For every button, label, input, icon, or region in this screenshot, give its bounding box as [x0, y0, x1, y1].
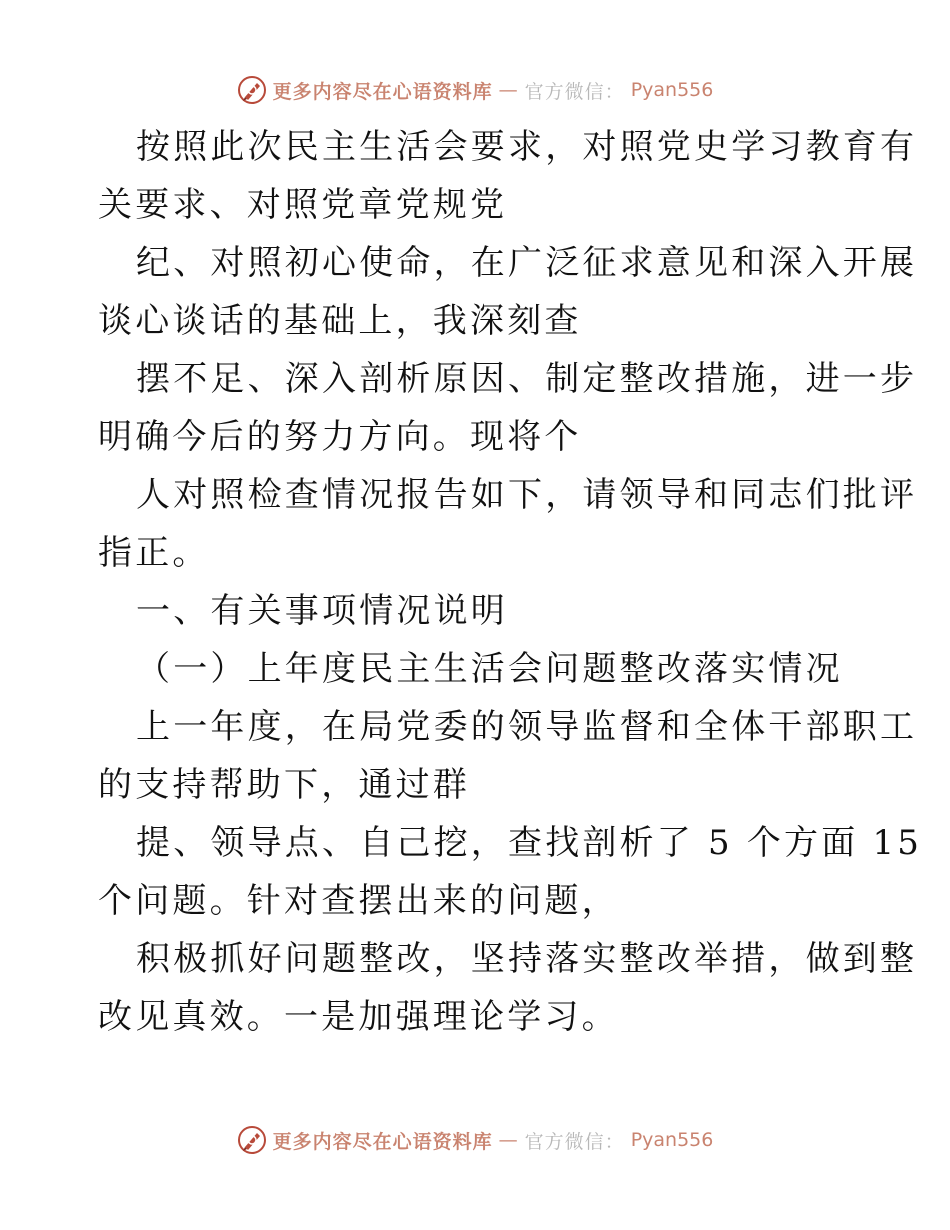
watermark-main-text: 更多内容尽在心语资料库	[272, 80, 493, 103]
watermark-main-text: 更多内容尽在心语资料库	[272, 1130, 493, 1153]
pen-logo-icon	[237, 1125, 267, 1155]
header-watermark	[0, 70, 950, 110]
watermark-wechat-id: Pyan556	[630, 79, 714, 101]
paragraph-line: 摆不足、深入剖析原因、制定整改措施，进一步	[136, 359, 918, 399]
footer-watermark	[0, 1120, 950, 1160]
paragraph-line: 关要求、对照党章党规党	[98, 185, 508, 225]
watermark-wechat-id: Pyan556	[630, 1129, 714, 1151]
paragraph-line: 上一年度，在局党委的领导监督和全体干部职工	[136, 707, 918, 747]
document-body	[98, 118, 923, 1046]
paragraph-line: 提、领导点、自己挖，查找剖析了 5 个方面 15	[136, 823, 923, 863]
watermark-dash: —	[498, 79, 519, 101]
watermark-official-label: 官方微信：	[524, 1130, 625, 1153]
paragraph-line: 改见真效。一是加强理论学习。	[98, 997, 619, 1037]
watermark-official-label: 官方微信：	[524, 80, 625, 103]
paragraph-line: 指正。	[98, 533, 210, 573]
watermark-dash: —	[498, 1129, 519, 1151]
paragraph-line: 积极抓好问题整改，坚持落实整改举措，做到整	[136, 939, 918, 979]
paragraph-line: 纪、对照初心使命，在广泛征求意见和深入开展	[136, 243, 918, 283]
paragraph-line: 个问题。针对查摆出来的问题，	[98, 881, 619, 921]
paragraph-line: 按照此次民主生活会要求，对照党史学习教育有	[136, 127, 918, 167]
section-heading: 一、有关事项情况说明	[136, 591, 508, 631]
pen-logo-icon	[237, 75, 267, 105]
paragraph-line: 明确今后的努力方向。现将个	[98, 417, 582, 457]
paragraph-line: 人对照检查情况报告如下，请领导和同志们批评	[136, 475, 918, 515]
paragraph-line: 的支持帮助下，通过群	[98, 765, 470, 805]
subsection-heading: （一）上年度民主生活会问题整改落实情况	[136, 649, 843, 689]
paragraph-line: 谈心谈话的基础上，我深刻查	[98, 301, 582, 341]
